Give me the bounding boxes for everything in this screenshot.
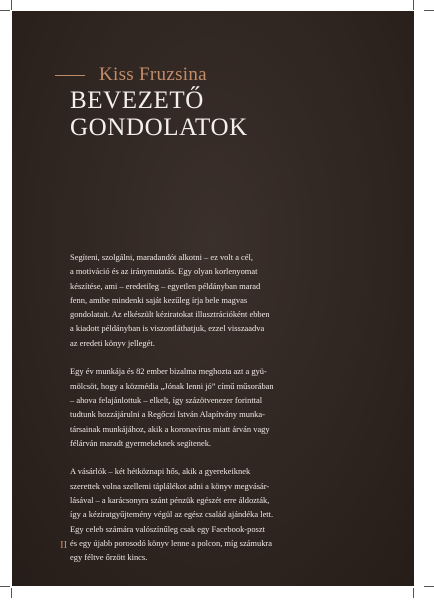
text-line: egy féltve őrzött kincs. xyxy=(70,552,148,563)
paragraph-2 xyxy=(70,364,370,450)
text-line: az eredeti könyv jellegét. xyxy=(70,337,155,348)
crop-mark xyxy=(413,588,414,598)
text-line: mölcsöt, hogy a közmédia „Jónak lenni jó” című műsorában xyxy=(70,380,274,391)
body-text xyxy=(70,250,370,579)
author-rule xyxy=(55,75,85,76)
text-line: A vásárlók – két hétköznapi hős, akik a gyerekeiknek xyxy=(70,466,251,477)
text-line: így a kéziratgyűjtemény végül az egész család ajándéka lett. xyxy=(70,509,274,520)
text-line: készítése, ami – eredetileg – egyetlen példányban marad xyxy=(70,280,261,291)
text-line: gondolatait. Az elkészült kéziratokat illusztrációként ebben xyxy=(70,309,270,320)
page-number: II xyxy=(60,539,68,551)
text-line: Egy celeb számára valószínűleg csak egy Facebook-poszt xyxy=(70,523,265,534)
crop-mark xyxy=(0,586,10,587)
crop-mark xyxy=(413,0,414,10)
text-line: és egy újabb porosodó könyv lenne a polcon, míg számukra xyxy=(70,537,272,548)
text-line: társainak munkájához, akik a koronavírus miatt árván vagy xyxy=(70,423,270,434)
text-line: Segíteni, szolgálni, maradandót alkotni – ez volt a cél, xyxy=(70,252,253,262)
crop-mark xyxy=(424,586,434,587)
page-title xyxy=(70,87,248,141)
author-name: Kiss Fruzsina xyxy=(99,64,207,85)
text-line: Egy év munkája és 82 ember bizalma meghozta azt a gyü- xyxy=(70,366,267,377)
book-page xyxy=(12,11,414,586)
text-line: szerettek volna szellemi táplálékot adni a könyv megvásár- xyxy=(70,480,270,491)
crop-mark xyxy=(11,0,12,10)
text-line: tudtunk hozzájárulni a Regőczi István Alapítvány munka- xyxy=(70,409,265,420)
text-line: félárván maradt gyermekeknek segítenek. xyxy=(70,437,212,448)
author-header xyxy=(55,64,207,86)
paragraph-3 xyxy=(70,464,370,564)
text-line: fenn, amibe mindenki saját kezűleg írja bele magvas xyxy=(70,294,248,305)
crop-mark xyxy=(11,588,12,598)
title-line: GONDOLATOK xyxy=(70,114,248,141)
text-line: a motiváció és az iránymutatás. Egy olyan korlenyomat xyxy=(70,266,258,277)
crop-mark xyxy=(424,10,434,11)
title-line: BEVEZETŐ xyxy=(70,87,204,114)
paragraph-1 xyxy=(70,250,370,350)
crop-mark xyxy=(0,10,10,11)
text-line: – ahova felajánlottuk – elkelt, így százötvenezer forinttal xyxy=(70,394,263,405)
text-line: a kiadott példányban is viszontláthatjuk, ezzel visszaadva xyxy=(70,323,265,334)
text-line: lásával – a karácsonyra szánt pénzük egészét erre áldozták, xyxy=(70,495,270,506)
